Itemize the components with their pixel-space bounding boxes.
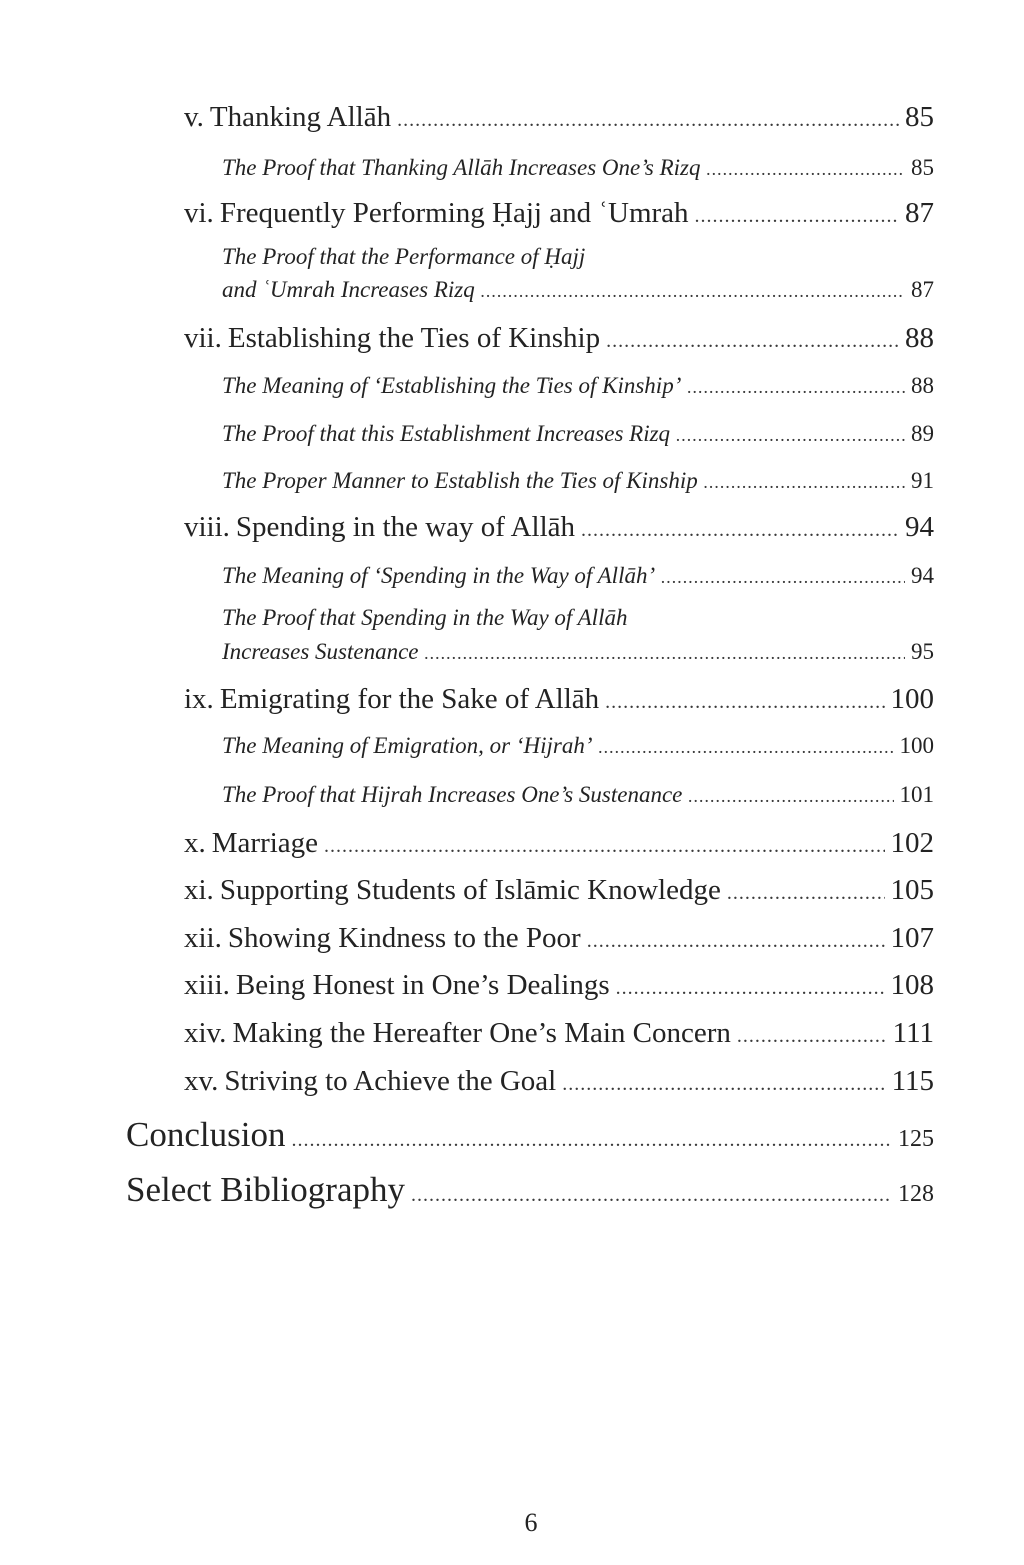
toc-entry[interactable] (184, 874, 934, 907)
dot-leader (599, 737, 894, 758)
toc-subentry-title: The Proper Manner to Establish the Ties of Kinship (222, 468, 698, 493)
toc-chapter[interactable] (126, 1115, 934, 1155)
toc-chapter-title: Select Bibliography (126, 1170, 405, 1209)
toc-chapter[interactable] (126, 1170, 934, 1210)
toc-subentry-page: 85 (911, 155, 934, 180)
dot-leader (737, 1025, 887, 1048)
dot-leader (676, 425, 905, 446)
dot-leader (606, 330, 899, 353)
toc-entry[interactable] (184, 197, 934, 230)
dot-leader (425, 643, 906, 664)
dot-leader (688, 786, 893, 807)
toc-subentry-title: and ʿUmrah Increases Rizq (222, 277, 475, 302)
toc-entry-page: 94 (905, 511, 934, 543)
toc-subentry-page: 89 (911, 421, 934, 446)
toc-entry-page: 111 (892, 1017, 934, 1049)
toc-subentry-title: The Meaning of ‘Establishing the Ties of Kinship’ (222, 373, 682, 398)
toc-entry-title: xii. Showing Kindness to the Poor (184, 922, 581, 954)
toc-subentry-title: The Meaning of ‘Spending in the Way of Allāh’ (222, 563, 656, 588)
dot-leader (397, 109, 899, 132)
toc-entry-page: 107 (890, 922, 934, 954)
toc-entry[interactable] (184, 922, 934, 955)
dot-leader (291, 1129, 892, 1152)
toc-subentry[interactable] (222, 782, 934, 808)
toc-entry[interactable] (184, 683, 934, 716)
dot-leader (581, 519, 899, 542)
toc-entry-page: 105 (890, 874, 934, 906)
toc-entry-page: 108 (890, 969, 934, 1001)
dot-leader (411, 1184, 892, 1207)
dot-leader (481, 281, 905, 302)
toc-chapter-page: 125 (898, 1126, 934, 1152)
toc-subentry-title: The Meaning of Emigration, or ‘Hijrah’ (222, 733, 593, 758)
toc-subentry-page: 87 (911, 277, 934, 302)
toc-entry[interactable] (184, 1065, 934, 1098)
toc-subentry[interactable] (222, 468, 934, 494)
toc-entry-title: v. Thanking Allāh (184, 101, 392, 133)
toc-subentry[interactable] (222, 277, 934, 303)
toc-subentry-title: The Proof that this Establishment Increases Rizq (222, 421, 671, 446)
toc-entry[interactable] (184, 969, 934, 1002)
toc-entry[interactable] (184, 511, 934, 544)
toc-entry-page: 102 (890, 827, 934, 859)
toc-entry-title: xiv. Making the Hereafter One’s Main Concern (184, 1017, 731, 1049)
toc-subentry-page: 91 (911, 468, 934, 493)
toc-entry[interactable] (184, 101, 934, 134)
toc-subentry-title: The Proof that Hijrah Increases One’s Sustenance (222, 782, 683, 807)
page-number: 6 (524, 1508, 538, 1537)
toc-entry-title: viii. Spending in the way of Allāh (184, 511, 576, 543)
toc-subentry-title: Increases Sustenance (222, 639, 419, 664)
toc-subentry[interactable] (222, 563, 934, 589)
toc-subentry-page: 95 (911, 639, 934, 664)
toc-chapter-title: Conclusion (126, 1115, 286, 1154)
toc-subentry-page: 94 (911, 563, 934, 588)
toc-entry[interactable] (184, 827, 934, 860)
toc-subentry-page: 88 (911, 373, 934, 398)
dot-leader (324, 835, 884, 858)
toc-subentry[interactable] (222, 733, 934, 759)
toc-entry-page: 87 (905, 197, 934, 229)
dot-leader (695, 205, 899, 228)
toc-subentry[interactable] (222, 155, 934, 181)
dot-leader (707, 159, 905, 180)
toc-subentry-page: 101 (899, 782, 934, 807)
toc-entry-title: x. Marriage (184, 827, 319, 859)
toc-entry-page: 88 (905, 322, 934, 354)
dot-leader (587, 930, 885, 953)
toc-entry-page: 85 (905, 101, 934, 133)
toc-subentry-title: The Proof that Thanking Allāh Increases One’s Rizq (222, 155, 701, 180)
dot-leader (727, 882, 885, 905)
toc-entry-title: xi. Supporting Students of Islāmic Knowledge (184, 874, 721, 906)
dot-leader (605, 691, 884, 714)
toc-entry-page: 115 (891, 1065, 934, 1097)
toc-entry[interactable] (184, 1017, 934, 1050)
toc-entry-title: xiii. Being Honest in One’s Dealings (184, 969, 610, 1001)
dot-leader (562, 1073, 885, 1096)
toc-entry-title: vi. Frequently Performing Ḥajj and ʿUmrah (184, 197, 689, 229)
toc-entry-title: xv. Striving to Achieve the Goal (184, 1065, 557, 1097)
toc-chapter-page: 128 (898, 1181, 934, 1207)
toc-entry-page: 100 (890, 683, 934, 715)
dot-leader (704, 472, 905, 493)
toc-subentry[interactable] (222, 373, 934, 399)
toc-entry-title: ix. Emigrating for the Sake of Allāh (184, 683, 600, 715)
dot-leader (661, 567, 905, 588)
toc-subentry-page: 100 (899, 733, 934, 758)
toc-subentry-title-line1[interactable]: The Proof that the Performance of Ḥajj (222, 244, 586, 269)
toc-entry-title: vii. Establishing the Ties of Kinship (184, 322, 601, 354)
toc-subentry[interactable] (222, 639, 934, 665)
dot-leader (687, 377, 905, 398)
dot-leader (616, 977, 885, 1000)
toc-subentry-title-line1[interactable]: The Proof that Spending in the Way of Allāh (222, 605, 628, 630)
toc-subentry[interactable] (222, 421, 934, 447)
toc-entry[interactable] (184, 322, 934, 355)
